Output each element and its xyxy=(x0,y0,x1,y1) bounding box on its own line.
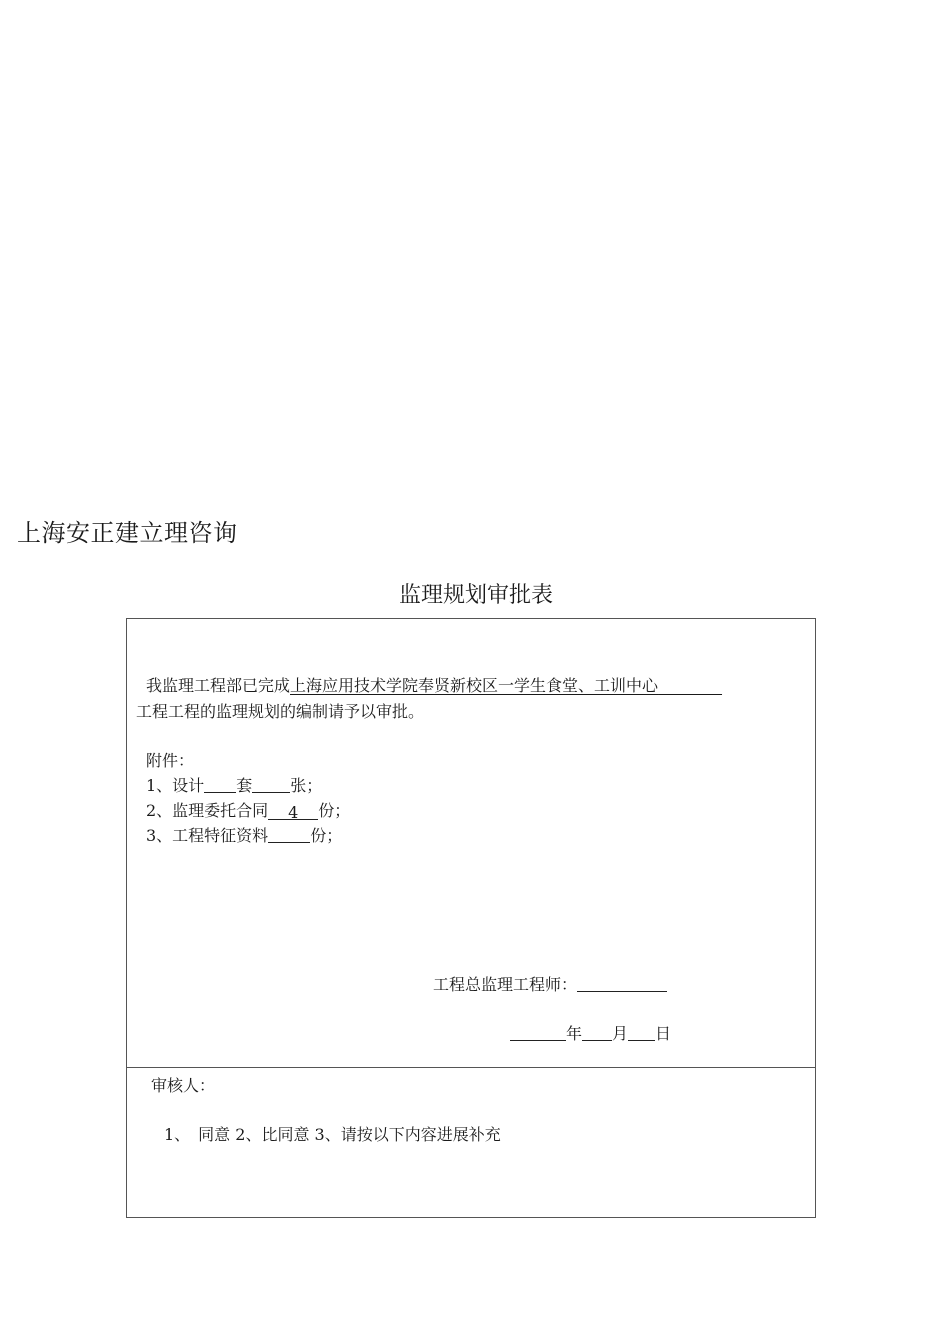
contract-copies-value: 4 xyxy=(288,803,299,822)
section-divider xyxy=(127,1067,815,1068)
attachment-item-1: 1、设计 套 张； xyxy=(146,776,323,795)
project-name: 上海应用技术学院奉贤新校区一学生食堂、工训中心 xyxy=(290,676,659,695)
signature-blank[interactable] xyxy=(577,975,667,992)
reviewer-label: 审核人： xyxy=(151,1076,216,1095)
approval-form-box xyxy=(126,618,816,1218)
feature-docs-copies-blank[interactable] xyxy=(268,826,310,843)
form-title: 监理规划审批表 xyxy=(398,583,553,608)
day-blank[interactable] xyxy=(628,1024,655,1041)
date-line: 年 月 日 xyxy=(510,1021,671,1044)
month-blank[interactable] xyxy=(582,1024,612,1041)
attachments-label: 附件： xyxy=(146,751,195,770)
signature-line xyxy=(433,972,667,995)
design-sheets-blank[interactable] xyxy=(252,776,290,793)
signature-label: 工程总监理工程师： xyxy=(433,975,578,994)
attachment-item-2: 2、监理委托合同 4 份； xyxy=(146,801,351,822)
intro-line-2: 工程工程的监理规划的编制请予以审批。 xyxy=(136,702,425,721)
attachment-item-3: 3、工程特征资料 份； xyxy=(146,826,343,845)
company-name: 上海安正建立理咨询 xyxy=(17,519,238,547)
intro-prefix: 我监理工程部已完成 xyxy=(146,676,291,695)
year-blank[interactable] xyxy=(510,1024,566,1041)
review-options: 1、 同意 2、比同意 3、请按以下内容进展补充 xyxy=(164,1125,501,1144)
contract-copies-field[interactable] xyxy=(268,803,318,820)
intro-line-1 xyxy=(146,673,722,696)
design-sets-blank[interactable] xyxy=(204,776,236,793)
